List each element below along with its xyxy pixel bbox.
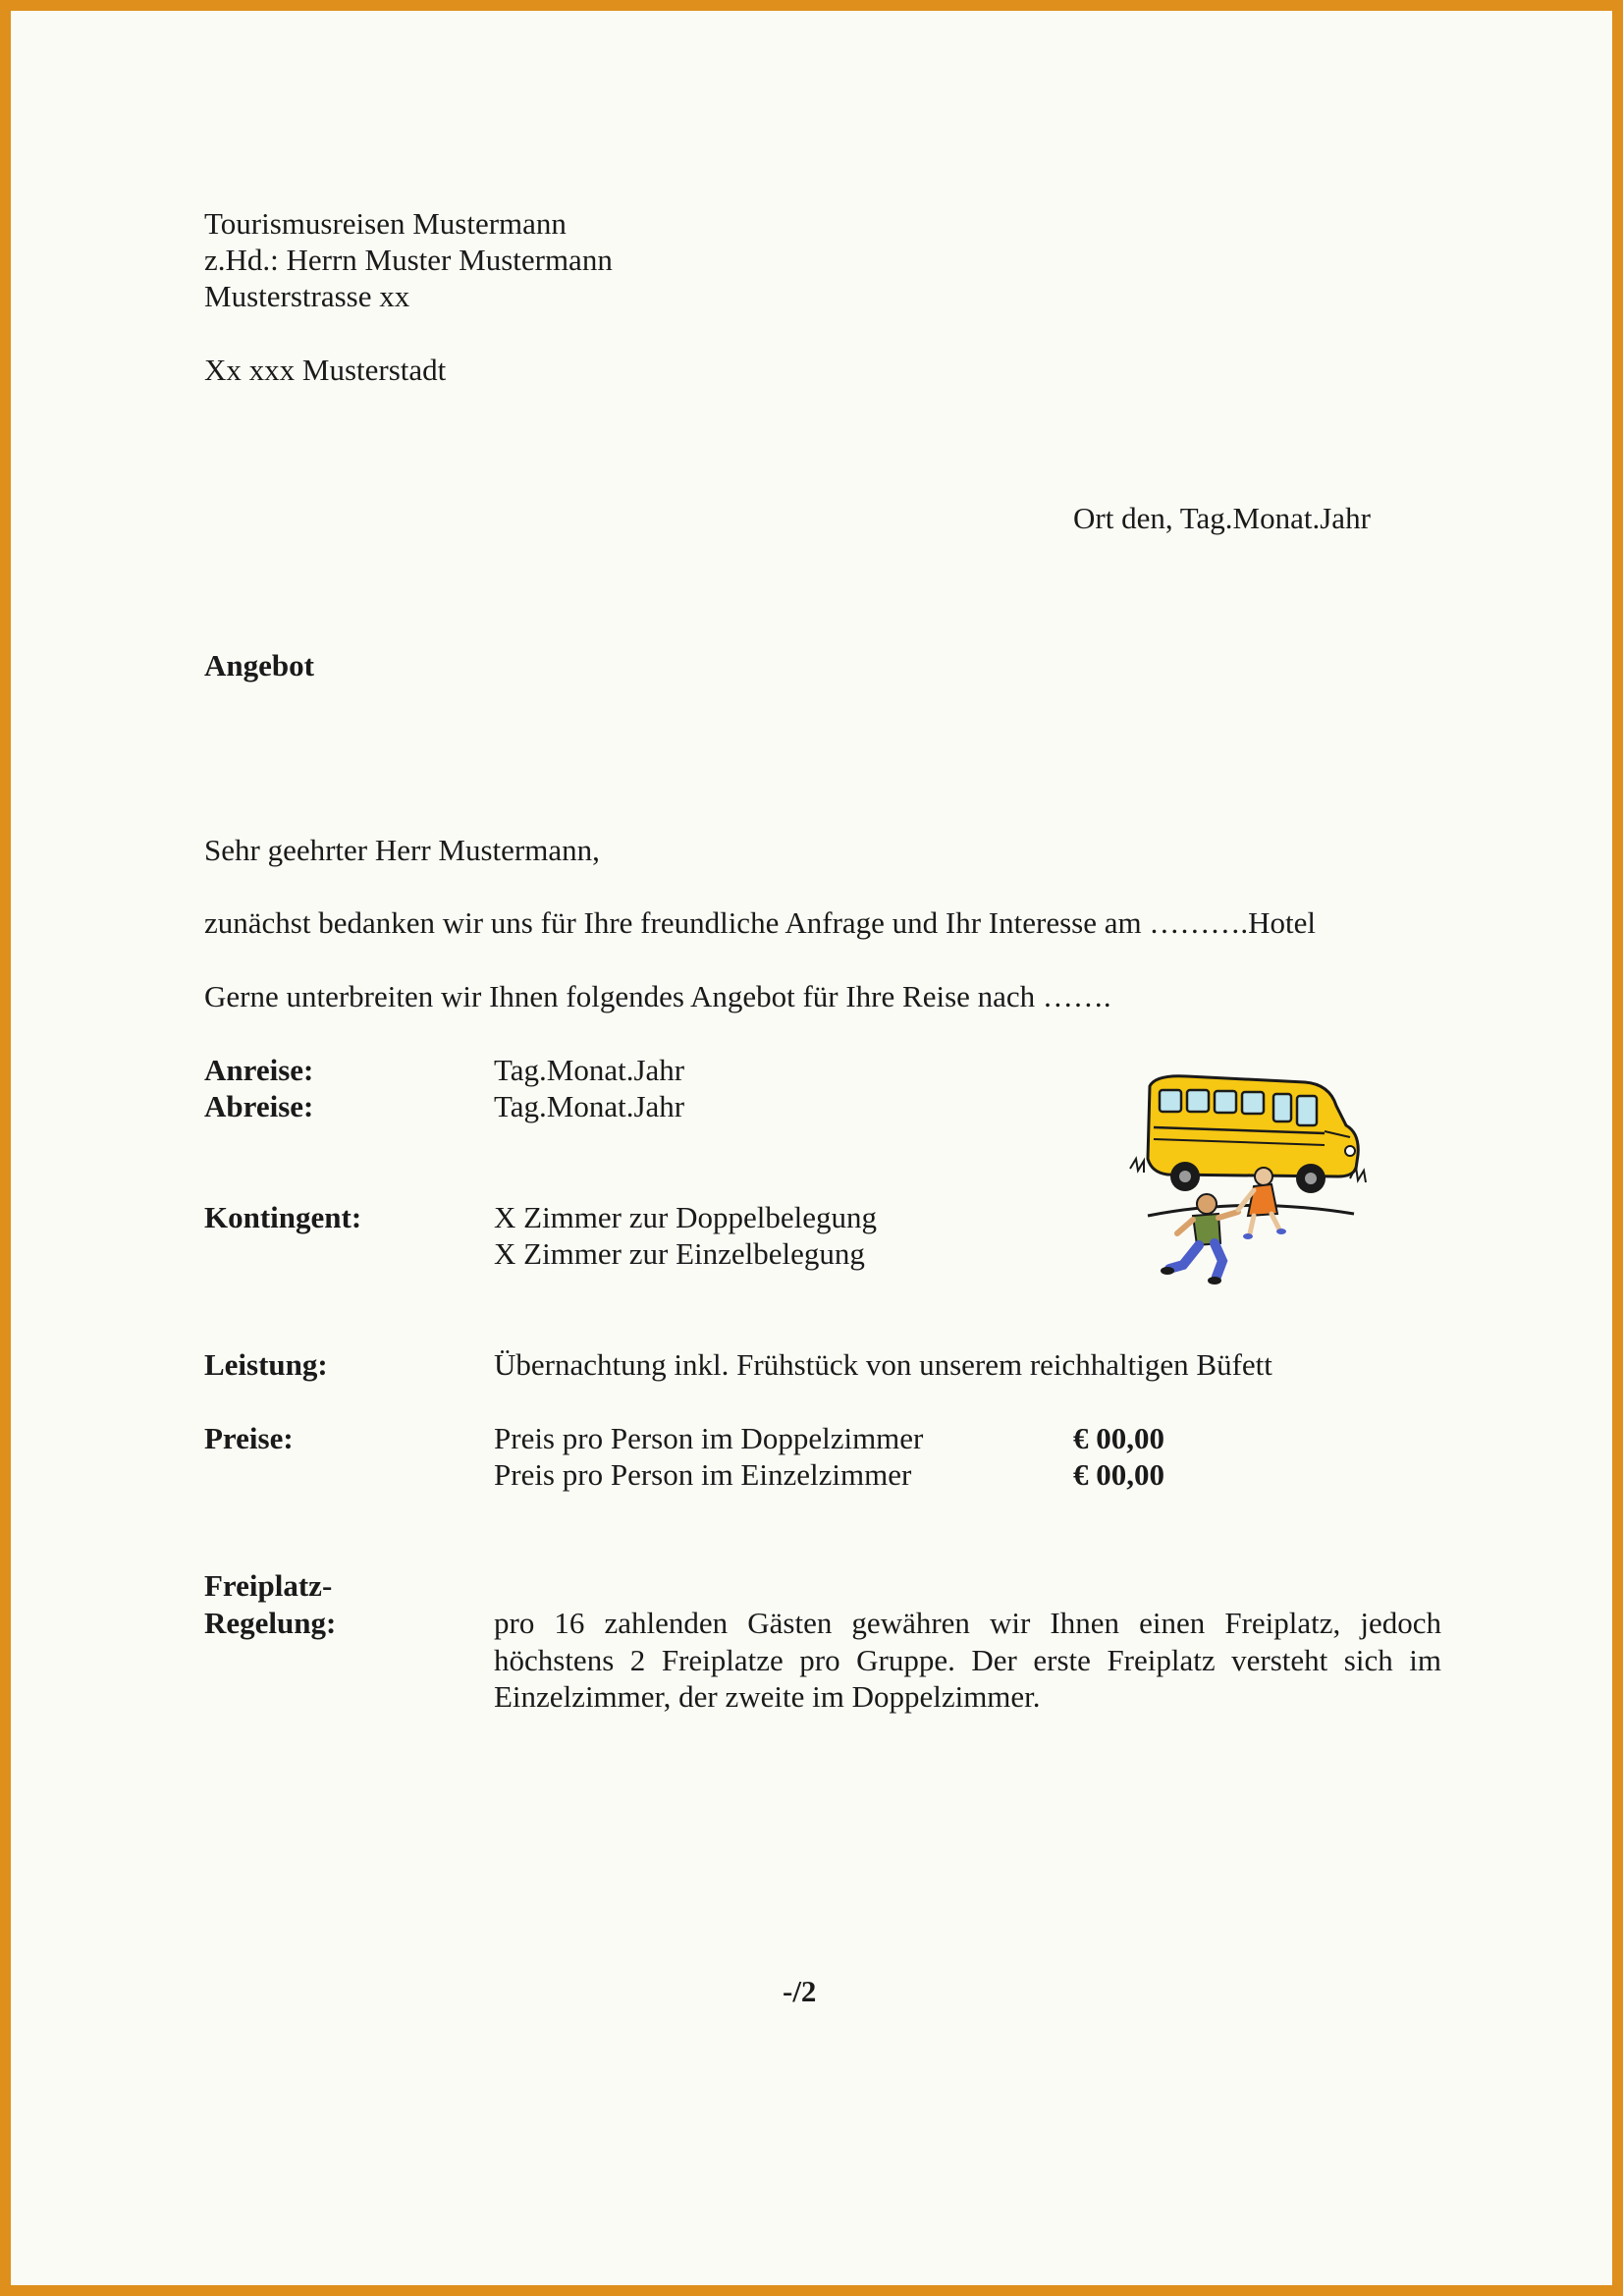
price-double-value: € 00,00 (1073, 1421, 1164, 1455)
price-single-label: Preis pro Person im Einzelzimmer (494, 1457, 912, 1492)
anreise-value: Tag.Monat.Jahr (494, 1053, 685, 1087)
abreise-label: Abreise: (204, 1089, 314, 1123)
date-line: Ort den, Tag.Monat.Jahr (1073, 501, 1371, 535)
preise-label: Preise: (204, 1421, 294, 1455)
salutation: Sehr geehrter Herr Mustermann, (204, 833, 600, 867)
school-bus-illustration (1128, 1066, 1374, 1302)
recipient-city: Xx xxx Musterstadt (204, 353, 447, 387)
recipient-street: Musterstrasse xx (204, 279, 410, 313)
freiplatz-label-1: Freiplatz- (204, 1568, 333, 1603)
kontingent-single: X Zimmer zur Einzelbelegung (494, 1236, 865, 1271)
page-marker: -/2 (783, 1974, 817, 2008)
intro-paragraph-1: zunächst bedanken wir uns für Ihre freundliche Anfrage und Ihr Interesse am ……….Hotel (204, 905, 1316, 940)
recipient-attention: z.Hd.: Herrn Muster Mustermann (204, 243, 613, 277)
anreise-label: Anreise: (204, 1053, 314, 1087)
intro-paragraph-2: Gerne unterbreiten wir Ihnen folgendes Angebot für Ihre Reise nach ……. (204, 979, 1111, 1013)
abreise-value: Tag.Monat.Jahr (494, 1089, 685, 1123)
leistung-value: Übernachtung inkl. Frühstück von unserem reichhaltigen Büfett (494, 1347, 1272, 1382)
kontingent-double: X Zimmer zur Doppelbelegung (494, 1200, 877, 1234)
leistung-label: Leistung: (204, 1347, 328, 1382)
recipient-company: Tourismusreisen Mustermann (204, 206, 567, 241)
price-double-label: Preis pro Person im Doppelzimmer (494, 1421, 924, 1455)
freiplatz-label-2: Regelung: (204, 1606, 337, 1640)
kontingent-label: Kontingent: (204, 1200, 362, 1234)
price-single-value: € 00,00 (1073, 1457, 1164, 1492)
freiplatz-text: pro 16 zahlenden Gästen gewähren wir Ihnen einen Freiplatz, jedoch höchstens 2 Freiplatze pro Gruppe. Der erste Freiplatz versteht sich im Einzelzimmer, der zweite im Doppelzimmer. (494, 1606, 1441, 1714)
subject-heading: Angebot (204, 648, 314, 683)
